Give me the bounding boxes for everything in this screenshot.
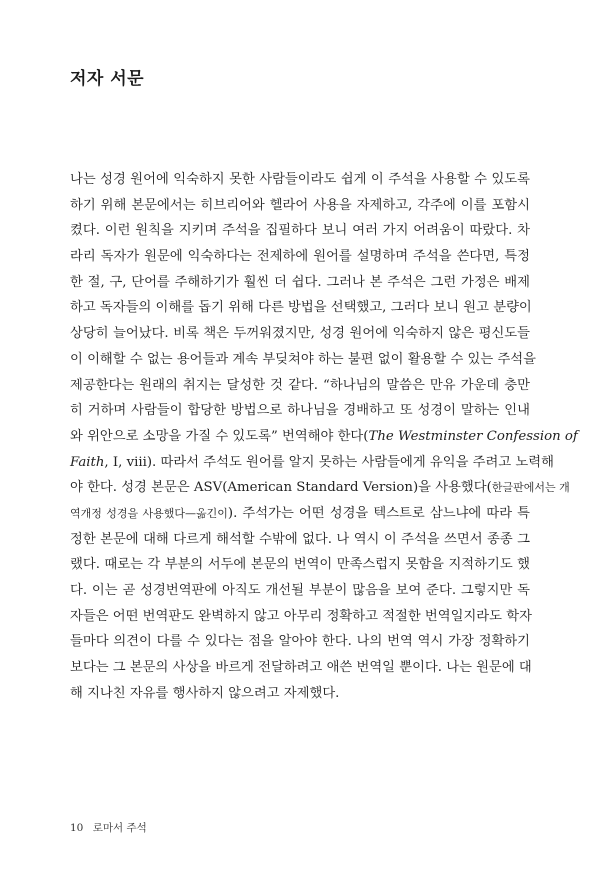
text-line: [70, 218, 530, 244]
text-line: [70, 604, 530, 630]
text-segment: 히 거하며 사람들이 합당한 방법으로 하나님을 경배하고 또 성경이 말하는 인내: [70, 403, 530, 419]
text-segment: 보다는 그 본문의 사상을 바르게 전달하려고 애쓴 번역일 뿐이다. 나는 원문에 대: [70, 660, 532, 676]
text-segment: 한 절, 구, 단어를 주해하기가 훨씬 더 쉽다. 그러나 본 주석은 그런 가정은 배제: [70, 274, 530, 290]
text-line: [70, 193, 530, 219]
text-line: [70, 424, 578, 450]
text-segment: 정한 본문에 대해 다르게 해석할 수밖에 없다. 나 역시 이 주석을 쓰면서 종종 그: [70, 531, 530, 547]
text-segment: 상당히 늘어났다. 비록 책은 두꺼워졌지만, 성경 원어에 익숙하지 않은 평신도들: [70, 326, 530, 342]
body-paragraph: [70, 167, 578, 706]
text-line: [70, 552, 530, 578]
text-line: [70, 501, 530, 527]
text-line: [70, 527, 530, 553]
text-segment: 한글판에서는 개: [491, 481, 570, 495]
text-line: [70, 270, 530, 296]
text-segment: 나는 성경 원어에 익숙하지 못한 사람들이라도 쉽게 이 주석을 사용할 수 있도록: [70, 172, 530, 187]
text-segment: 역개정 성경을 사용했다—옮긴이: [70, 506, 228, 520]
text-segment: 라리 독자가 원문에 익숙하다는 전제하에 원어를 설명하며 주석을 쓴다면, 특정: [70, 249, 530, 265]
text-segment: 야 한다. 성경 본문은 ASV(American Standard Version)을 사용했다(: [70, 480, 492, 496]
text-line: [70, 321, 530, 347]
text-line: [70, 655, 530, 681]
text-line: [70, 681, 530, 707]
text-segment: , I, viii). 따라서 주석도 원어를 알지 못하는 사람들에게 유익을 주려고 노력해: [104, 454, 554, 470]
page-number: 10: [70, 822, 84, 834]
text-segment: 다. 이는 곧 성경번역판에 아직도 개선될 부분이 많음을 보여 준다. 그렇지만 독: [70, 583, 530, 598]
text-segment: 하기 위해 본문에서는 히브리어와 헬라어 사용을 자제하고, 각주에 이를 포함시: [70, 197, 530, 213]
text-line: [70, 347, 536, 373]
text-segment: 제공한다는 원래의 취지는 달성한 것 같다. “하나님의 말씀은 만유 가운데 충만: [70, 377, 530, 393]
text-segment: 해 지나친 자유를 행사하지 않으려고 자제했다.: [70, 685, 340, 701]
text-segment: 이 이해할 수 없는 용어들과 계속 부딪쳐야 하는 불편 없이 활용할 수 있는 주석을: [70, 351, 536, 367]
text-segment: 들마다 의견이 다를 수 있다는 점을 알아야 한다. 나의 번역 역시 가장 정확하기: [70, 634, 530, 650]
text-segment: 자들은 어떤 번역판도 완벽하지 않고 아무리 정확하고 적절한 번역일지라도 학자: [70, 608, 532, 624]
text-line: [70, 475, 570, 501]
text-line: [70, 373, 530, 399]
text-segment: 와 위안으로 소망을 가질 수 있도록” 번역해야 한다(: [70, 428, 369, 444]
text-line: [70, 450, 554, 476]
text-line: [70, 244, 530, 270]
text-line: [70, 398, 530, 424]
running-title: 로마서 주석: [92, 822, 147, 834]
page-title: 저자 서문: [70, 69, 145, 89]
text-line: [70, 295, 530, 321]
text-line: [70, 167, 530, 193]
page-footer: [70, 820, 147, 835]
text-segment: 랬다. 때로는 각 부분의 서두에 본문의 번역이 만족스럽지 못함을 지적하기도 했: [70, 557, 530, 573]
text-segment: ). 주석가는 어떤 성경을 텍스트로 삼느냐에 따라 특: [227, 505, 530, 521]
text-line: [70, 629, 530, 655]
text-segment: Faith: [70, 454, 105, 470]
text-line: [70, 578, 530, 604]
text-segment: 켰다. 이런 원칙을 지키며 주석을 집필하다 보니 여러 가지 어려움이 따랐다. 차: [70, 223, 530, 239]
text-segment: 하고 독자들의 이해를 돕기 위해 다른 방법을 선택했고, 그러다 보니 원고 분량이: [70, 300, 532, 316]
text-segment: The Westminster Confession of: [368, 428, 578, 444]
